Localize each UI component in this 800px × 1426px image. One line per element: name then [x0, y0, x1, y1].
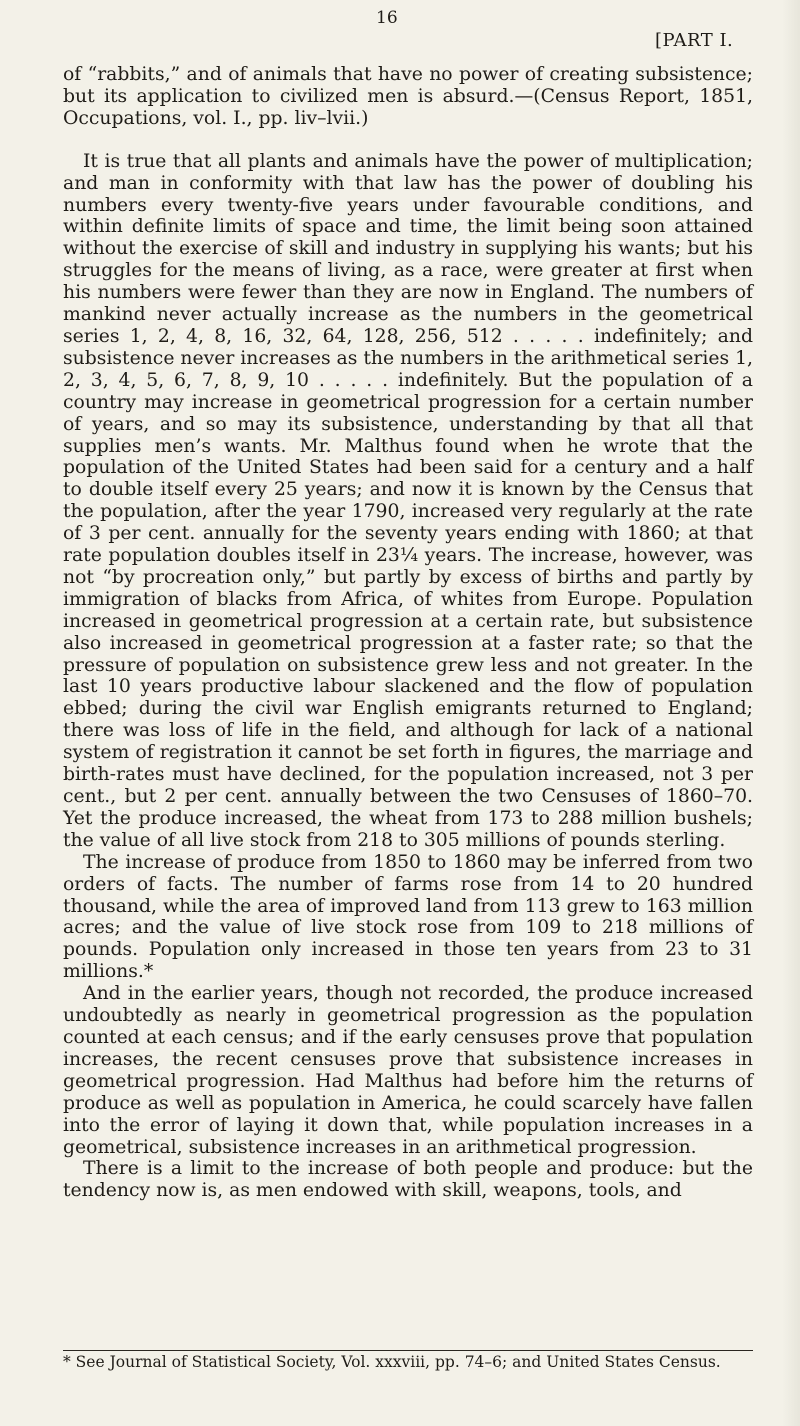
footnote-divider: [63, 1350, 753, 1351]
part-label: [PART I.: [655, 30, 734, 51]
footnote: * See Journal of Statistical Society, Vol. xxxviii, pp. 74–6; and United States Census.: [63, 1353, 721, 1371]
page-number: 16: [376, 8, 398, 28]
paragraph-population-increase: It is true that all plants and animals have the power of multiplication; and man in conformity with that law has the power of doubling his numbers every twenty-five years under favourable conditions, and within definite limits of space and time, the limit being soon attained without the exercise of skill and industry in supplying his wants; but his struggles for the means of living, as a race, were greater at first when his numbers were fewer than they are now in England. The numbers of mankind never actually increase as the numbers in the geometrical series 1, 2, 4, 8, 16, 32, 64, 128, 256, 512 . . . . . indefinitely; and subsistence never increases as the numbers in the arithmetical series 1, 2, 3, 4, 5, 6, 7, 8, 9, 10 . . . . . indefinitely. But the population of a country may increase in geometrical progression for a certain number of years, and so may its subsistence, understanding by that all that supplies men’s wants. Mr. Malthus found when he wrote that the population of the United States had been said for a century and a half to double itself every 25 years; and now it is known by the Census that the population, after the year 1790, increased very regularly at the rate of 3 per cent. annually for the seventy years ending with 1860; at that rate population doubles itself in 23¼ years. The increase, however, was not “by procreation only,” but partly by excess of births and partly by immigration of blacks from Africa, of whites from Europe. Population increased in geometrical progression at a certain rate, but subsistence also increased in geometrical progression at a faster rate; so that the pressure of population on subsistence grew less and not greater. In the last 10 years productive labour slackened and the flow of population ebbed; during the civil war English emigrants returned to England; there was loss of life in the field, and although for lack of a national system of registration it cannot be set forth in figures, the marriage and birth-rates must have declined, for the population increased, not 3 per cent., but 2 per cent. annually between the two Censuses of 1860–70. Yet the produce increased, the wheat from 173 to 288 million bushels; the value of all live stock from 218 to 305 millions of pounds sterling.: [63, 150, 753, 851]
paragraph-produce-1850-1860: The increase of produce from 1850 to 1860 may be inferred from two orders of facts. The number of farms rose from 14 to 20 hundred thousand, while the area of improved land from 113 grew to 163 million acres; and the value of live stock rose from 109 to 218 millions of pounds. Population only increased in those ten years from 23 to 31 millions.*: [63, 851, 753, 983]
paragraph-earlier-years: And in the earlier years, though not recorded, the produce increased undoubtedly as nearly in geometrical progression as the population counted at each census; and if the early censuses prove that population increases, the recent censuses prove that subsistence increases in geometrical progression. Had Malthus had before him the returns of produce as well as population in America, he could scarcely have fallen into the error of laying it down that, while population increases in a geometrical, subsistence increases in an arithmetical progression.: [63, 983, 753, 1158]
paragraph-continuation: of “rabbits,” and of animals that have no power of creating subsistence; but its application to civilized men is absurd.—(Census Report, 1851, Occupations, vol. I., pp. liv–lvii.): [63, 64, 753, 129]
paragraph-limit: There is a limit to the increase of both people and produce: but the tendency now is, as men endowed with skill, weapons, tools, and: [63, 1158, 753, 1202]
page-edge-shadow: [782, 0, 800, 1426]
body-text: [63, 64, 753, 1202]
